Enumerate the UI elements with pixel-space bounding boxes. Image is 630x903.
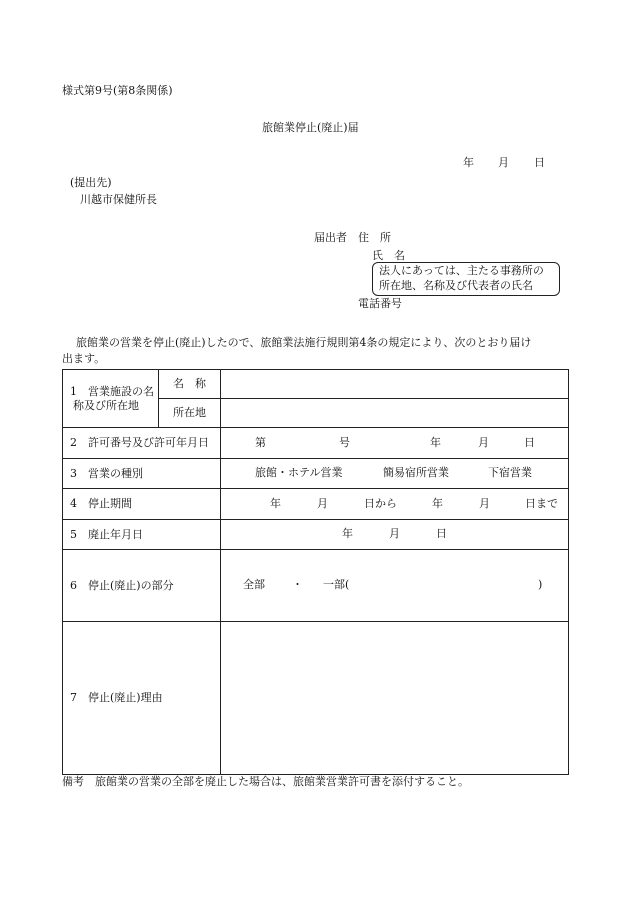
suspension-period-field[interactable] [221,489,569,520]
facility-location-field[interactable] [221,399,569,428]
table-row [63,550,569,622]
date-day: 日 [534,156,545,169]
suspended-part-all[interactable]: 全部 [243,578,265,591]
suspension-period-label: 4 停止期間 [63,489,221,520]
business-type-field[interactable] [221,459,569,489]
suspension-year-from: 年 [270,497,281,510]
applicant-phone-label: 電話番号 [358,297,402,310]
suspended-part-partial[interactable]: 一部( [323,578,350,591]
permit-dai: 第 [255,436,266,449]
page-title: 旅館業停止(廃止)届 [262,121,359,134]
abolition-day: 日 [436,527,447,540]
business-type-label: 3 営業の種別 [63,459,221,489]
suspension-month-to: 月 [479,497,490,510]
table-row [63,489,569,520]
permit-month: 月 [478,436,489,449]
applicant-label: 届出者 [314,231,347,244]
permit-label: 2 許可番号及び許可年月日 [63,428,221,459]
suspension-month-from: 月 [317,497,328,510]
recipient-name: 川越市保健所長 [80,193,157,206]
facility-label-line-1: 1 営業施設の名 [70,384,154,398]
permit-day: 日 [524,436,535,449]
suspension-day-from: 日から [364,497,397,510]
permit-year: 年 [430,436,441,449]
suspended-part-label: 6 停止(廃止)の部分 [63,550,221,622]
permit-go: 号 [339,436,350,449]
form-number: 様式第9号(第8条関係) [62,84,173,97]
suspension-day-to: 日まで [525,497,558,510]
facility-name-field[interactable] [221,370,569,399]
suspension-reason-label: 7 停止(廃止)理由 [63,622,221,775]
suspension-reason-field[interactable] [221,622,569,775]
recipient-label: (提出先) [70,176,112,189]
date-month: 月 [498,156,509,169]
intro-text-line-1: 旅館業の営業を停止(廃止)したので、旅館業法施行規則第4条の規定により、次のとおり届け [76,336,532,349]
facility-name-label: 名 称 [159,370,221,399]
table-row [63,428,569,459]
date-year: 年 [463,156,474,169]
abolition-year: 年 [342,527,353,540]
suspended-part-close: ) [538,578,543,591]
corp-note-line-2: 所在地、名称及び代表者の氏名 [379,279,533,292]
permit-field[interactable] [221,428,569,459]
applicant-address-label: 住 所 [358,231,391,244]
table-row [63,459,569,489]
corp-note-line-1: 法人にあっては、主たる事務所の [379,264,544,277]
table-row [63,622,569,775]
applicant-name-label: 氏 名 [372,249,405,262]
intro-text-line-2: 出ます。 [62,352,106,365]
remarks-note: 備考 旅館業の営業の全部を廃止した場合は、旅館業営業許可書を添付すること。 [62,775,469,788]
facility-label-cell [63,370,159,428]
abolition-date-label: 5 廃止年月日 [63,520,221,550]
abolition-date-field[interactable] [221,520,569,550]
suspension-year-to: 年 [432,497,443,510]
abolition-month: 月 [389,527,400,540]
notification-form-table [62,369,569,775]
business-type-boarding[interactable]: 下宿営業 [488,466,532,479]
facility-location-label: 所在地 [159,399,221,428]
business-type-simple-lodging[interactable]: 簡易宿所営業 [383,466,449,479]
table-row [63,370,569,399]
business-type-hotel[interactable]: 旅館・ホテル営業 [255,466,343,479]
facility-label-line-2: 称及び所在地 [73,398,139,412]
table-row [63,520,569,550]
suspended-part-separator: ・ [292,578,303,591]
suspended-part-field[interactable] [221,550,569,622]
